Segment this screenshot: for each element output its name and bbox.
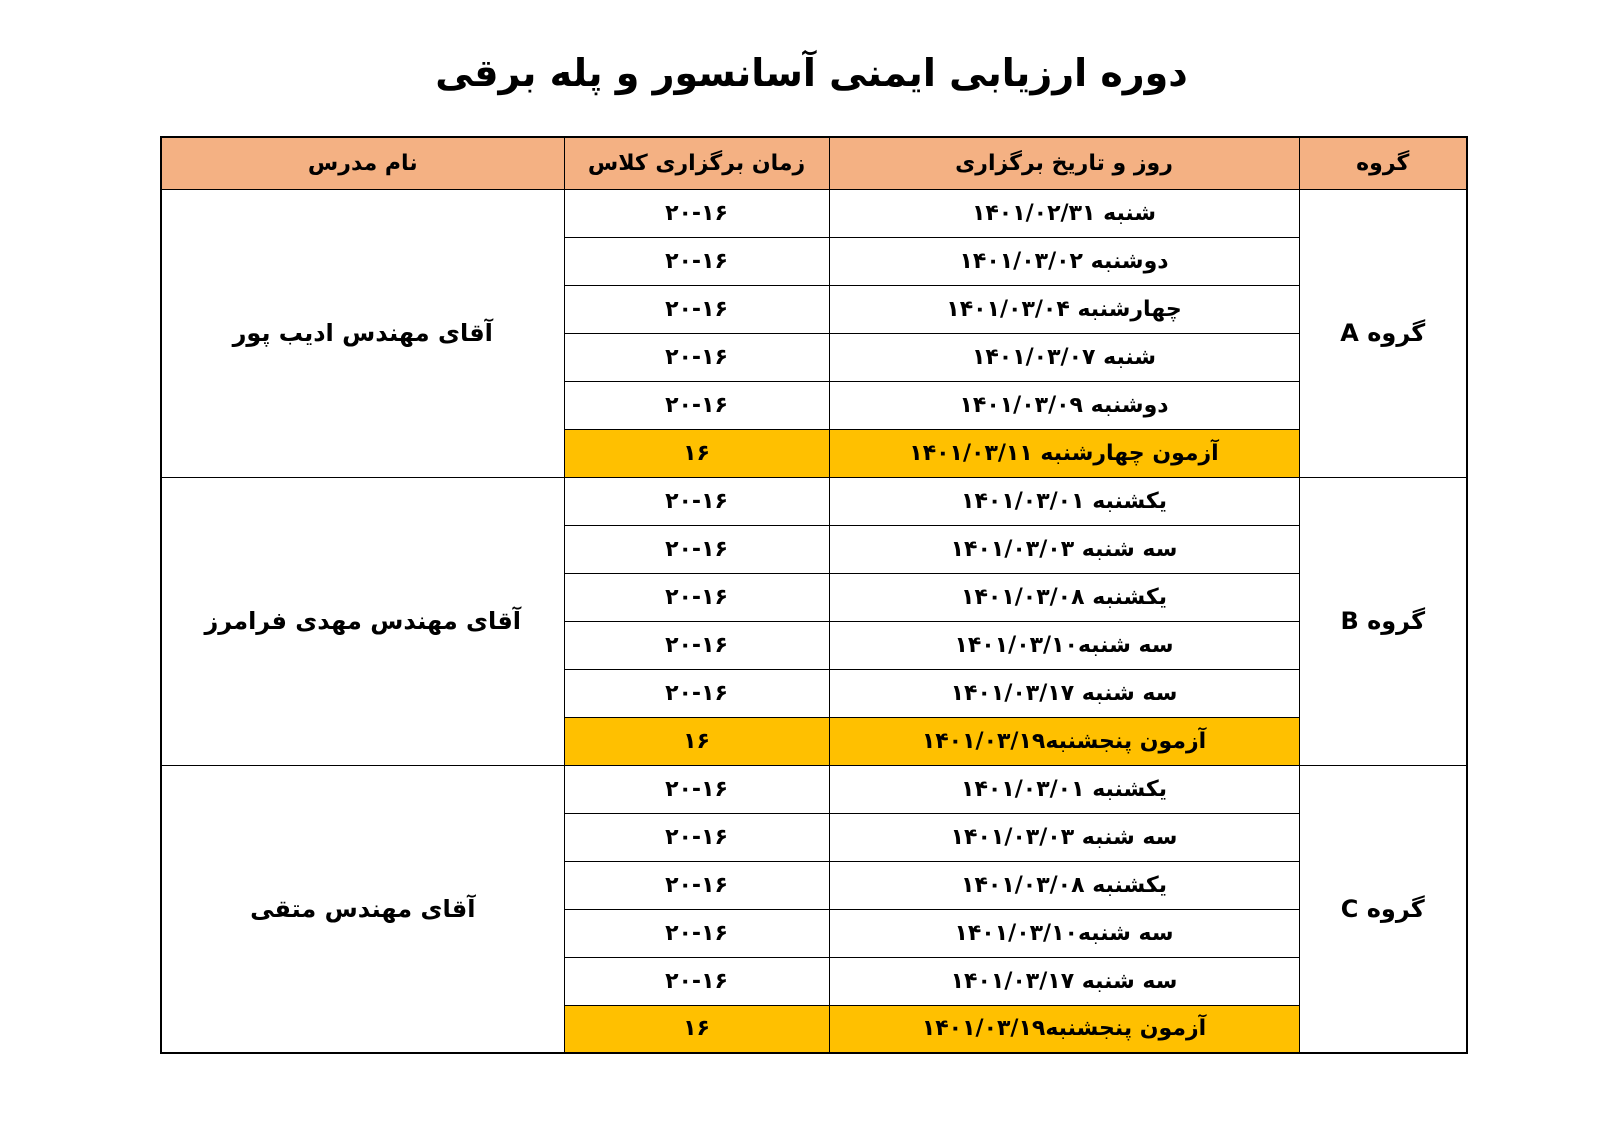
session-time-cell: ۲۰-۱۶ bbox=[564, 285, 829, 333]
exam-time-cell: ۱۶ bbox=[564, 717, 829, 765]
teacher-name-cell: آقای مهندس مهدی فرامرز bbox=[161, 477, 564, 765]
session-date-cell: سه شنبه ۱۴۰۱/۰۳/۱۷ bbox=[829, 669, 1299, 717]
exam-date-cell: آزمون پنجشنبه۱۴۰۱/۰۳/۱۹ bbox=[829, 717, 1299, 765]
exam-date-cell: آزمون چهارشنبه ۱۴۰۱/۰۳/۱۱ bbox=[829, 429, 1299, 477]
session-time-cell: ۲۰-۱۶ bbox=[564, 909, 829, 957]
session-date-cell: چهارشنبه ۱۴۰۱/۰۳/۰۴ bbox=[829, 285, 1299, 333]
page-title: دوره ارزیابی ایمنی آسانسور و پله برقی bbox=[435, 51, 1188, 95]
session-time-cell: ۲۰-۱۶ bbox=[564, 381, 829, 429]
schedule-table bbox=[160, 136, 1468, 1054]
session-time-cell: ۲۰-۱۶ bbox=[564, 765, 829, 813]
session-date-cell: یکشنبه ۱۴۰۱/۰۳/۰۸ bbox=[829, 573, 1299, 621]
session-time-cell: ۲۰-۱۶ bbox=[564, 861, 829, 909]
session-time-cell: ۲۰-۱۶ bbox=[564, 333, 829, 381]
session-time-cell: ۲۰-۱۶ bbox=[564, 477, 829, 525]
session-date-cell: شنبه ۱۴۰۱/۰۲/۳۱ bbox=[829, 189, 1299, 237]
header-teacher: نام مدرس bbox=[161, 137, 564, 189]
session-time-cell: ۲۰-۱۶ bbox=[564, 525, 829, 573]
session-date-cell: یکشنبه ۱۴۰۱/۰۳/۰۱ bbox=[829, 765, 1299, 813]
session-time-cell: ۲۰-۱۶ bbox=[564, 669, 829, 717]
session-time-cell: ۲۰-۱۶ bbox=[564, 237, 829, 285]
exam-time-cell: ۱۶ bbox=[564, 1005, 829, 1053]
exam-time-cell: ۱۶ bbox=[564, 429, 829, 477]
session-date-cell: سه شنبه۱۴۰۱/۰۳/۱۰ bbox=[829, 909, 1299, 957]
teacher-name-cell: آقای مهندس ادیب پور bbox=[161, 189, 564, 477]
group-name-cell: گروه C bbox=[1299, 765, 1467, 1053]
table-row bbox=[161, 765, 1467, 813]
header-group: گروه bbox=[1299, 137, 1467, 189]
session-time-cell: ۲۰-۱۶ bbox=[564, 621, 829, 669]
header-time: زمان برگزاری کلاس bbox=[564, 137, 829, 189]
table-row bbox=[161, 477, 1467, 525]
exam-date-cell: آزمون پنجشنبه۱۴۰۱/۰۳/۱۹ bbox=[829, 1005, 1299, 1053]
teacher-name-cell: آقای مهندس متقی bbox=[161, 765, 564, 1053]
session-time-cell: ۲۰-۱۶ bbox=[564, 957, 829, 1005]
session-time-cell: ۲۰-۱۶ bbox=[564, 189, 829, 237]
session-date-cell: سه شنبه ۱۴۰۱/۰۳/۰۳ bbox=[829, 813, 1299, 861]
table-header-row bbox=[161, 137, 1467, 189]
session-date-cell: شنبه ۱۴۰۱/۰۳/۰۷ bbox=[829, 333, 1299, 381]
group-name-cell: گروه B bbox=[1299, 477, 1467, 765]
table-row bbox=[161, 189, 1467, 237]
session-date-cell: یکشنبه ۱۴۰۱/۰۳/۰۱ bbox=[829, 477, 1299, 525]
session-date-cell: یکشنبه ۱۴۰۱/۰۳/۰۸ bbox=[829, 861, 1299, 909]
session-date-cell: سه شنبه ۱۴۰۱/۰۳/۱۷ bbox=[829, 957, 1299, 1005]
session-time-cell: ۲۰-۱۶ bbox=[564, 573, 829, 621]
session-date-cell: سه شنبه ۱۴۰۱/۰۳/۰۳ bbox=[829, 525, 1299, 573]
session-time-cell: ۲۰-۱۶ bbox=[564, 813, 829, 861]
session-date-cell: سه شنبه۱۴۰۱/۰۳/۱۰ bbox=[829, 621, 1299, 669]
header-date: روز و تاریخ برگزاری bbox=[829, 137, 1299, 189]
schedule-body bbox=[161, 189, 1467, 1053]
group-name-cell: گروه A bbox=[1299, 189, 1467, 477]
session-date-cell: دوشنبه ۱۴۰۱/۰۳/۰۹ bbox=[829, 381, 1299, 429]
session-date-cell: دوشنبه ۱۴۰۱/۰۳/۰۲ bbox=[829, 237, 1299, 285]
